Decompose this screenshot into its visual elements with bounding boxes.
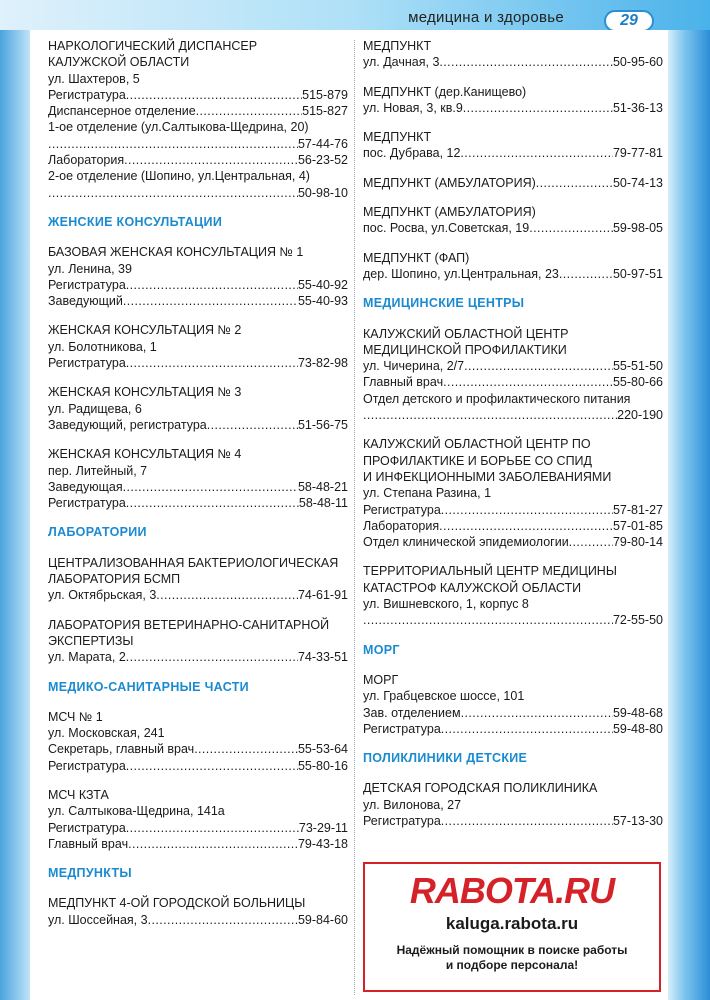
category-heading: МЕДИЦИНСКИЕ ЦЕНТРЫ [363,296,525,311]
phone-line [363,502,663,518]
page-background-right [668,0,710,1000]
phone-line [363,705,663,721]
phone-number: 55-40-92 [297,277,348,292]
phone-line [48,820,348,836]
phone-line [363,518,663,534]
dot-leader [443,374,613,390]
phone-label: Регистратура [48,820,126,835]
phone-number: 58-48-11 [298,496,348,511]
entry-text-line: ДЕТСКАЯ ГОРОДСКАЯ ПОЛИКЛИНИКА [363,781,598,796]
dot-leader [126,758,298,774]
phone-label: Зав. отделением [363,705,461,720]
directory-entry [48,322,348,371]
phone-line [48,479,348,495]
phone-number: 57-81-27 [612,502,663,517]
dot-leader [48,185,298,201]
phone-line [363,358,663,374]
section-heading: медицина и здоровье [408,9,564,26]
directory-entry [48,709,348,774]
entry-text-line: Отдел детского и профилактического питания [363,391,631,406]
entry-text-line: ЛАБОРАТОРИЯ ВЕТЕРИНАРНО-САНИТАРНОЙ [48,617,330,632]
phone-line [363,54,663,70]
phone-label: Заведующая [48,479,123,494]
phone-number: 79-77-81 [612,146,663,161]
ad-website[interactable]: kaluga.rabota.ru [445,914,579,933]
dot-leader [363,612,613,628]
phone-number: 57-01-85 [612,518,663,533]
phone-number: 50-97-51 [612,266,663,281]
phone-number: 515-879 [302,87,348,102]
phone-number: 56-23-52 [297,153,348,168]
phone-line [48,152,348,168]
phone-line [363,100,663,116]
dot-leader [559,266,613,282]
column-divider [354,40,355,995]
dot-leader [148,912,298,928]
phone-line [48,836,348,852]
phone-number: 55-53-64 [297,742,348,757]
entry-text-line: пер. Литейный, 7 [48,463,148,478]
entry-text-line: ТЕРРИТОРИАЛЬНЫЙ ЦЕНТР МЕДИЦИНЫ [363,564,617,579]
entry-text-line: БАЗОВАЯ ЖЕНСКАЯ КОНСУЛЬТАЦИЯ № 1 [48,245,304,260]
directory-entry [363,250,663,283]
phone-label: Регистратура [48,758,126,773]
directory-entry [363,563,663,628]
dot-leader [439,518,613,534]
directory-entry [48,895,348,928]
phone-line [48,87,348,103]
entry-text-line: КАЛУЖСКОЙ ОБЛАСТИ [48,55,190,70]
phone-label: Лаборатория [48,153,125,168]
phone-label: ул. Марата, 2 [48,650,126,665]
directory-entry [363,436,663,550]
directory-entry [363,780,663,829]
directory-entry [363,175,663,191]
phone-line [48,495,348,511]
phone-number: 51-56-75 [297,417,348,432]
phone-line [363,374,663,390]
phone-line [363,721,663,737]
directory-entry [48,787,348,852]
entry-text-line: МЕДПУНКТ (дер.Канищево) [363,84,527,99]
phone-number: 59-98-05 [612,221,663,236]
phone-line [48,649,348,665]
entry-text-line: ЛАБОРАТОРИЯ БСМП [48,572,181,587]
phone-line [363,407,663,423]
phone-line [48,277,348,293]
dot-leader [536,175,613,191]
entry-text-line: ЦЕНТРАЛИЗОВАННАЯ БАКТЕРИОЛОГИЧЕСКАЯ [48,555,339,570]
phone-number: 55-80-16 [297,758,348,773]
dot-leader [126,355,298,371]
phone-number: 59-84-60 [297,912,348,927]
ad-slogan [365,943,659,973]
entry-text-line: ул. Степана Разина, 1 [363,486,492,501]
dot-leader [123,479,298,495]
entry-text-line: КАТАСТРОФ КАЛУЖСКОЙ ОБЛАСТИ [363,580,582,595]
page-background-left [0,0,30,1000]
ad-slogan-line: Надёжный помощник в поиске работы [396,943,628,957]
phone-label: Регистратура [48,356,126,371]
category-heading: МОРГ [363,642,400,657]
entry-text-line: МЕДПУНКТ (ФАП) [363,250,470,265]
entry-text-line: ул. Радищева, 6 [48,401,142,416]
phone-number: 220-190 [617,408,663,423]
directory-entry [363,129,663,162]
phone-line [363,534,663,550]
directory-entry [363,38,663,71]
directory-entry [48,446,348,511]
phone-number: 55-51-50 [612,359,663,374]
entry-text-line: ул. Московская, 241 [48,726,165,741]
phone-number: 73-82-98 [297,356,348,371]
right-column [363,38,663,842]
directory-entry [48,244,348,309]
category-heading: ЛАБОРАТОРИИ [48,525,147,540]
phone-label: Регистратура [48,496,126,511]
dot-leader [126,649,298,665]
left-column [48,38,348,941]
dot-leader [126,820,299,836]
header-strip [0,0,710,30]
phone-label: Заведующий, регистратура [48,417,207,432]
entry-text-line: 1-ое отделение (ул.Салтыкова-Щедрина, 20) [48,120,309,135]
entry-text-line: ул. Вишневского, 1, корпус 8 [363,597,529,612]
phone-number: 50-98-10 [297,185,348,200]
phone-number: 59-48-80 [612,721,663,736]
phone-label: пос. Росва, ул.Советская, 19 [363,221,530,236]
entry-text-line: МЕДПУНКТ (АМБУЛАТОРИЯ) [363,205,536,220]
rabota-advertisement[interactable] [363,862,661,992]
dot-leader [123,293,298,309]
category-heading: МЕДПУНКТЫ [48,866,132,881]
entry-text-line: ул. Ленина, 39 [48,261,132,276]
phone-number: 72-55-50 [612,613,663,628]
phone-number: 74-61-91 [297,588,348,603]
phone-label: ул. Чичерина, 2/7 [363,359,465,374]
dot-leader [463,100,613,116]
entry-text-line: ул. Грабцевское шоссе, 101 [363,689,525,704]
directory-entry [48,38,348,201]
entry-text-line: ул. Салтыкова-Щедрина, 141а [48,804,225,819]
entry-text-line: И ИНФЕКЦИОННЫМИ ЗАБОЛЕВАНИЯМИ [363,469,612,484]
phone-label: Отдел клинической эпидемиологии [363,535,569,550]
dot-leader [441,502,613,518]
entry-text-line: КАЛУЖСКИЙ ОБЛАСТНОЙ ЦЕНТР ПО [363,437,591,452]
dot-leader [126,87,302,103]
entry-text-line: МЕДИЦИНСКОЙ ПРОФИЛАКТИКИ [363,342,567,357]
phone-line [363,145,663,161]
phone-label: МЕДПУНКТ (АМБУЛАТОРИЯ) [363,175,536,190]
ad-slogan-line: и подборе персонала! [445,958,579,972]
phone-line [48,741,348,757]
phone-label: ул. Новая, 3, кв.9 [363,100,463,115]
dot-leader [461,705,613,721]
dot-leader [363,407,617,423]
phone-label: Регистратура [48,87,126,102]
phone-label: пос. Дубрава, 12 [363,146,461,161]
phone-number: 50-95-60 [612,55,663,70]
phone-number: 74-33-51 [297,650,348,665]
phone-line [363,813,663,829]
phone-label: дер. Шопино, ул.Центральная, 23 [363,266,559,281]
category-heading: ПОЛИКЛИНИКИ ДЕТСКИЕ [363,751,528,766]
entry-text-line: МЕДПУНКТ [363,130,432,145]
phone-line [48,293,348,309]
entry-text-line: КАЛУЖСКИЙ ОБЛАСТНОЙ ЦЕНТР [363,326,569,341]
phone-label: Главный врач [363,375,444,390]
dot-leader [126,495,299,511]
entry-text-line: ул. Шахтеров, 5 [48,71,140,86]
entry-text-line: ПРОФИЛАКТИКЕ И БОРЬБЕ СО СПИД [363,453,592,468]
rabota-logo: RABOTA.RU [409,870,615,911]
content-panel [33,30,666,1000]
directory-entry [363,204,663,237]
phone-number: 58-48-21 [297,479,348,494]
dot-leader [124,152,298,168]
phone-line [363,266,663,282]
directory-entry [363,326,663,424]
phone-label: ул. Октябрьская, 3 [48,588,157,603]
dot-leader [441,721,613,737]
entry-text-line: ул. Вилонова, 27 [363,797,462,812]
dot-leader [48,136,298,152]
phone-label: Регистратура [48,277,126,292]
entry-text-line: НАРКОЛОГИЧЕСКИЙ ДИСПАНСЕР [48,39,258,53]
dot-leader [207,417,298,433]
entry-text-line: МЕДПУНКТ [363,39,432,53]
entry-text-line: ЖЕНСКАЯ КОНСУЛЬТАЦИЯ № 2 [48,323,242,338]
phone-label: Регистратура [363,813,441,828]
entry-text-line: ул. Болотникова, 1 [48,339,157,354]
phone-number: 51-36-13 [612,100,663,115]
phone-label: ул. Дачная, 3 [363,55,440,70]
page-number: 29 [604,10,654,32]
phone-line [48,417,348,433]
directory-entry [48,617,348,666]
phone-line [48,355,348,371]
dot-leader [128,836,298,852]
phone-number: 79-43-18 [297,836,348,851]
dot-leader [126,277,298,293]
phone-label: Заведующий [48,294,123,309]
directory-entry [363,84,663,117]
phone-number: 55-40-93 [297,294,348,309]
phone-number: 57-13-30 [612,813,663,828]
phone-line [48,103,348,119]
category-heading: ЖЕНСКИЕ КОНСУЛЬТАЦИИ [48,214,223,229]
dot-leader [194,741,298,757]
phone-label: ул. Шоссейная, 3 [48,912,148,927]
phone-label: Регистратура [363,721,441,736]
entry-text-line: МСЧ № 1 [48,709,103,724]
phone-label: Лаборатория [363,518,440,533]
phone-line [48,758,348,774]
dot-leader [460,145,613,161]
phone-line [48,136,348,152]
phone-number: 50-74-13 [612,175,663,190]
entry-text-line: МСЧ КЗТА [48,787,109,802]
phone-label: Главный врач [48,836,129,851]
dot-leader [441,813,613,829]
phone-number: 55-80-66 [612,375,663,390]
phone-number: 57-44-76 [297,136,348,151]
phone-label: Регистратура [363,502,441,517]
dot-leader [529,220,613,236]
entry-text-line: МЕДПУНКТ 4-ОЙ ГОРОДСКОЙ БОЛЬНИЦЫ [48,896,306,911]
entry-text-line: 2-ое отделение (Шопино, ул.Центральная, 4) [48,169,310,184]
dot-leader [439,54,613,70]
phone-line [48,912,348,928]
dot-leader [464,358,613,374]
entry-text-line: ЖЕНСКАЯ КОНСУЛЬТАЦИЯ № 3 [48,385,242,400]
phone-label: Диспансерное отделение [48,104,196,119]
phone-line [363,612,663,628]
phone-number: 515-827 [302,104,348,119]
phone-label: Секретарь, главный врач [48,742,195,757]
directory-entry [48,384,348,433]
phone-number: 59-48-68 [612,705,663,720]
phone-line [363,220,663,236]
dot-leader [196,103,302,119]
entry-text-line: МОРГ [363,672,399,687]
phone-number: 79-80-14 [612,535,663,550]
category-heading: МЕДИКО-САНИТАРНЫЕ ЧАСТИ [48,679,249,694]
phone-number: 73-29-11 [298,820,348,835]
phone-line [48,185,348,201]
phone-line [48,587,348,603]
dot-leader [156,587,298,603]
entry-text-line: ЭКСПЕРТИЗЫ [48,633,134,648]
directory-entry [363,672,663,737]
entry-text-line: ЖЕНСКАЯ КОНСУЛЬТАЦИЯ № 4 [48,447,242,462]
directory-entry [48,555,348,604]
dot-leader [569,534,613,550]
phone-line [363,175,663,191]
